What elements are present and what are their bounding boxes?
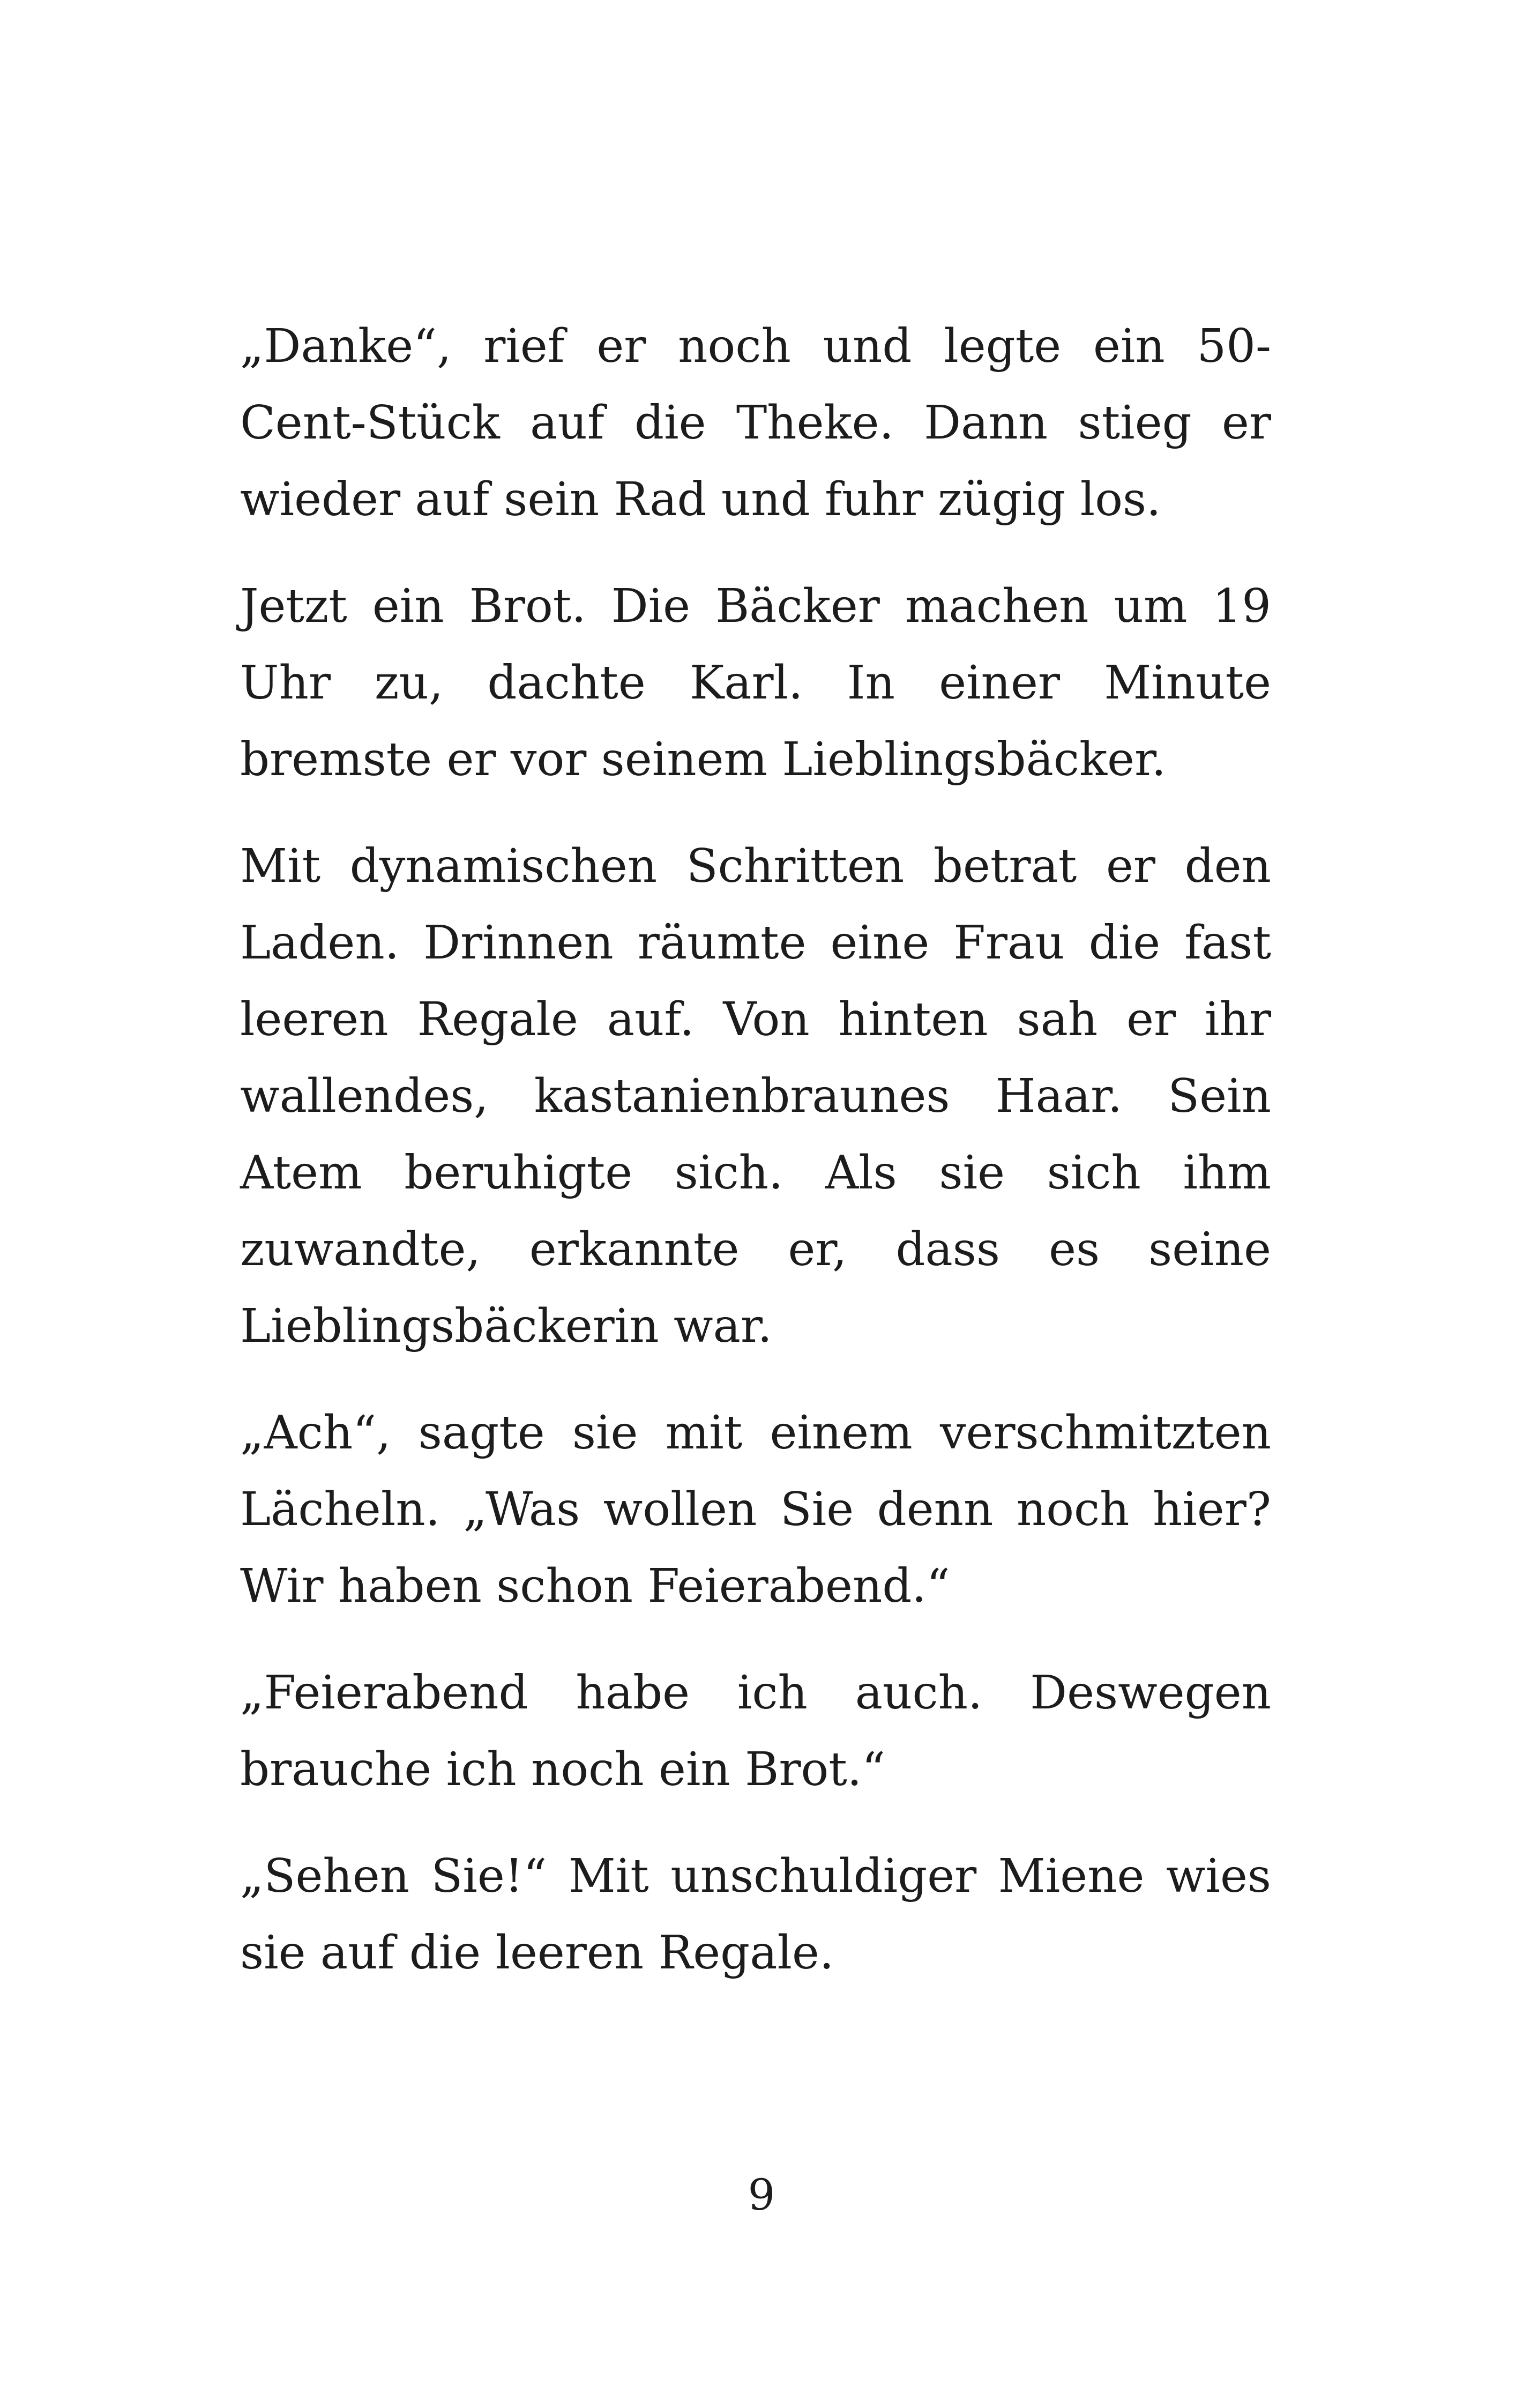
page-number: 9 (748, 2170, 775, 2220)
paragraph-1: „Danke“, rief er noch und legte ein 50-Cent-Stück auf die Theke. Dann stieg er wieder auf sein Rad und fuhr zügig los. (240, 319, 1271, 526)
paragraph-5: „Feierabend habe ich auch. Deswegen brauche ich noch ein Brot.“ (240, 1666, 1271, 1796)
paragraph-3: Mit dynamischen Schritten betrat er den Laden. Drinnen räumte eine Frau die fast leeren Regale auf. Von hinten sah er ihr wallendes, kastanienbraunes Haar. Sein Atem beruhigte sich. Als sie sich ihm zuwandte, erkannte er, dass es seine Lieblingsbäckerin war. (240, 839, 1271, 1353)
book-text (240, 308, 1271, 2021)
paragraph-4: „Ach“, sagte sie mit einem verschmitzten Lächeln. „Was wollen Sie denn noch hier? Wir haben schon Feierabend.“ (240, 1406, 1271, 1613)
paragraph-2: Jetzt ein Brot. Die Bäcker machen um 19 Uhr zu, dachte Karl. In einer Minute bremste er vor seinem Lieblingsbäcker. (240, 579, 1271, 786)
paragraph-6: „Sehen Sie!“ Mit unschuldiger Miene wies sie auf die leeren Regale. (240, 1849, 1271, 1980)
